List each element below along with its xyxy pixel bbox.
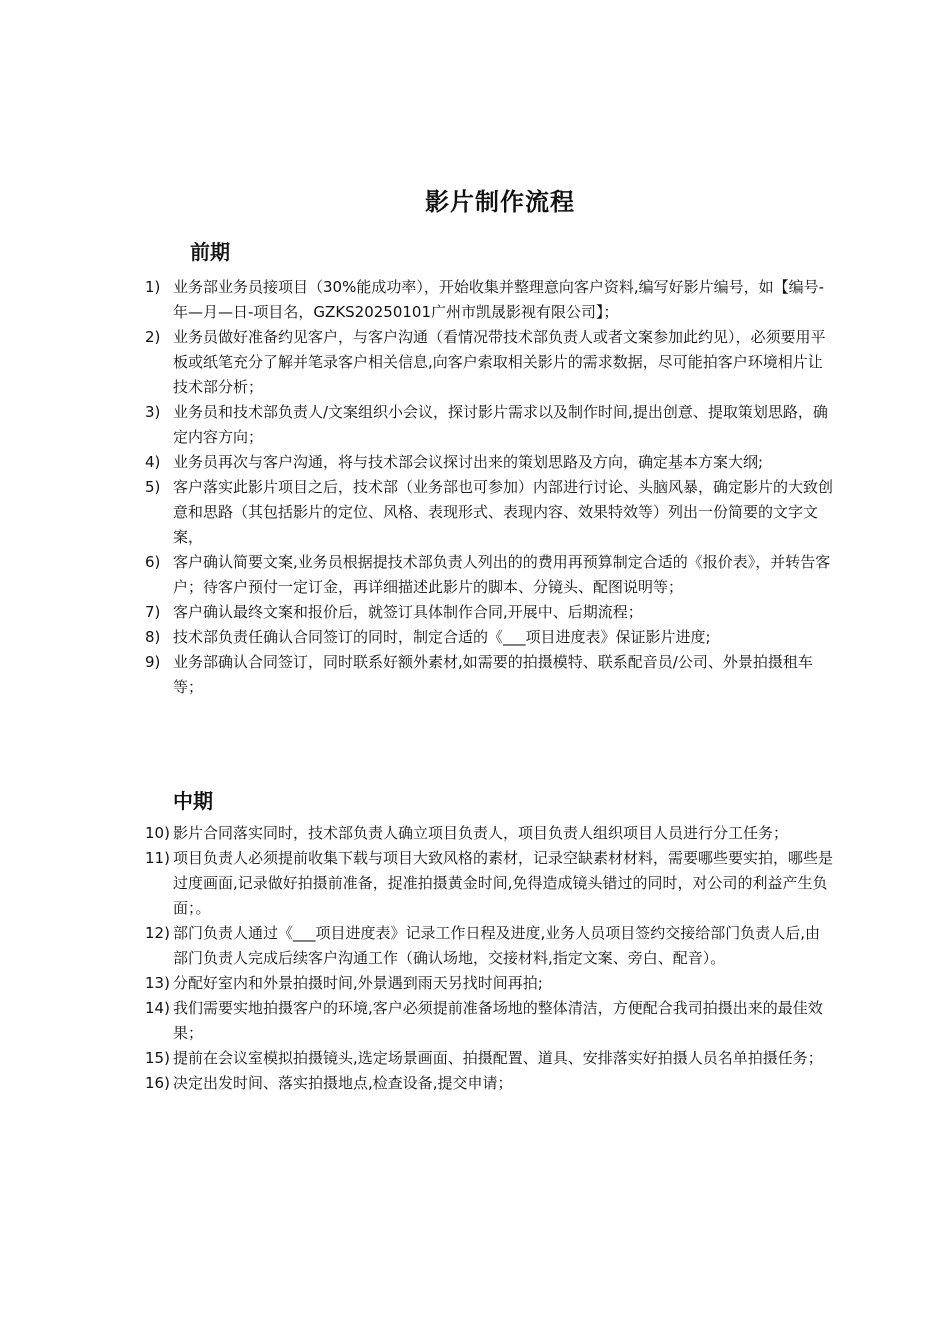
list-item-text: 客户确认简要文案,业务员根据提技术部负责人列出的的费用再预算制定合适的《报价表》，并转告客户；待客户预付一定订金，再详细描述此影片的脚本、分镜头、配图说明等；: [173, 553, 831, 596]
list-item-text: 分配好室内和外景拍摄时间,外景遇到雨天另找时间再拍;: [173, 974, 543, 992]
list-item-text: 我们需要实地拍摄客户的环境,客户必须提前准备场地的整体清洁，方便配合我司拍摄出来的最佳效果；: [173, 999, 823, 1042]
list-item: [145, 1071, 835, 1096]
list-item: [145, 996, 835, 1046]
list-item-number: 12): [145, 924, 170, 942]
list-item-text: 决定出发时间、落实拍摄地点,检查设备,提交申请；: [173, 1074, 513, 1092]
list-item: [145, 846, 835, 921]
list-item-text: 提前在会议室模拟拍摄镜头,选定场景画面、拍摄配置、道具、安排落实好拍摄人员名单拍摄任务；: [173, 1049, 823, 1067]
list-item-number: 3): [145, 403, 161, 421]
list-item: [145, 400, 835, 450]
list-item-text: 部门负责人通过《___项目进度表》记录工作日程及进度,业务人员项目签约交接给部门负责人后,由部门负责人完成后续客户沟通工作（确认场地，交接材料,指定文案、旁白、配音）。: [173, 924, 821, 967]
section-heading-production: 中期: [173, 789, 213, 813]
list-item-text: 技术部负责任确认合同签订的同时，制定合适的《___项目进度表》保证影片进度;: [173, 628, 711, 646]
list-item-number: 13): [145, 974, 170, 992]
list-item-number: 7): [145, 603, 161, 621]
list-item: [145, 625, 835, 650]
list-item-number: 2): [145, 328, 161, 346]
document-title: 影片制作流程: [425, 188, 575, 216]
list-item: [145, 821, 835, 846]
list-item: [145, 971, 835, 996]
list-item-number: 1): [145, 278, 161, 296]
list-item: [145, 921, 835, 971]
list-item-number: 8): [145, 628, 161, 646]
list-item: [145, 1046, 835, 1071]
list-item-number: 4): [145, 453, 161, 471]
list-item-text: 业务员做好准备约见客户，与客户沟通（看情况带技术部负责人或者文案参加此约见），必须要用平板或纸笔充分了解并笔录客户相关信息,向客户索取相关影片的需求数据，尽可能拍客户环境相片让技术部分析；: [173, 328, 826, 396]
list-item: [145, 600, 835, 625]
list-item-number: 16): [145, 1074, 170, 1092]
section-heading-preproduction: 前期: [190, 240, 230, 264]
list-item-text: 业务部确认合同签订，同时联系好额外素材,如需要的拍摄模特、联系配音员/公司、外景拍摄租车等；: [173, 653, 813, 696]
list-item: [145, 450, 835, 475]
list-item-text: 业务部业务员接项目（30%能成功率），开始收集并整理意向客户资料,编写好影片编号，如【编号-年—月—日-项目名，GZKS20250101广州市凯晟影视有限公司】；: [173, 278, 825, 321]
list-item: [145, 475, 835, 550]
list-item: [145, 550, 835, 600]
list-item-text: 业务员再次与客户沟通，将与技术部会议探讨出来的策划思路及方向，确定基本方案大纲;: [173, 453, 764, 471]
list-item-text: 项目负责人必须提前收集下载与项目大致风格的素材，记录空缺素材材料，需要哪些要实拍，哪些是过度画面,记录做好拍摄前准备，捉准拍摄黄金时间,免得造成镜头错过的同时，对公司的利益产生负面；。: [173, 849, 834, 917]
list-item-number: 14): [145, 999, 170, 1017]
list-item-number: 9): [145, 653, 161, 671]
list-item: [145, 325, 835, 400]
preproduction-list: [145, 275, 835, 700]
list-item: [145, 275, 835, 325]
list-item-number: 15): [145, 1049, 170, 1067]
list-item-number: 6): [145, 553, 161, 571]
list-item-text: 客户落实此影片项目之后，技术部（业务部也可参加）内部进行讨论、头脑风暴，确定影片的大致创意和思路（其包括影片的定位、风格、表现形式、表现内容、效果特效等）列出一份简要的文字文案，: [173, 478, 834, 546]
production-list: [145, 821, 835, 1096]
list-item-number: 11): [145, 849, 170, 867]
list-item-text: 影片合同落实同时，技术部负责人确立项目负责人，项目负责人组织项目人员进行分工任务；: [173, 824, 789, 842]
list-item-number: 5): [145, 478, 161, 496]
list-item-text: 客户确认最终文案和报价后，就签订具体制作合同,开展中、后期流程；: [173, 603, 643, 621]
list-item-text: 业务员和技术部负责人/文案组织小会议，探讨影片需求以及制作时间,提出创意、提取策划思路，确定内容方向；: [173, 403, 828, 446]
list-item-number: 10): [145, 824, 170, 842]
list-item: [145, 650, 835, 700]
